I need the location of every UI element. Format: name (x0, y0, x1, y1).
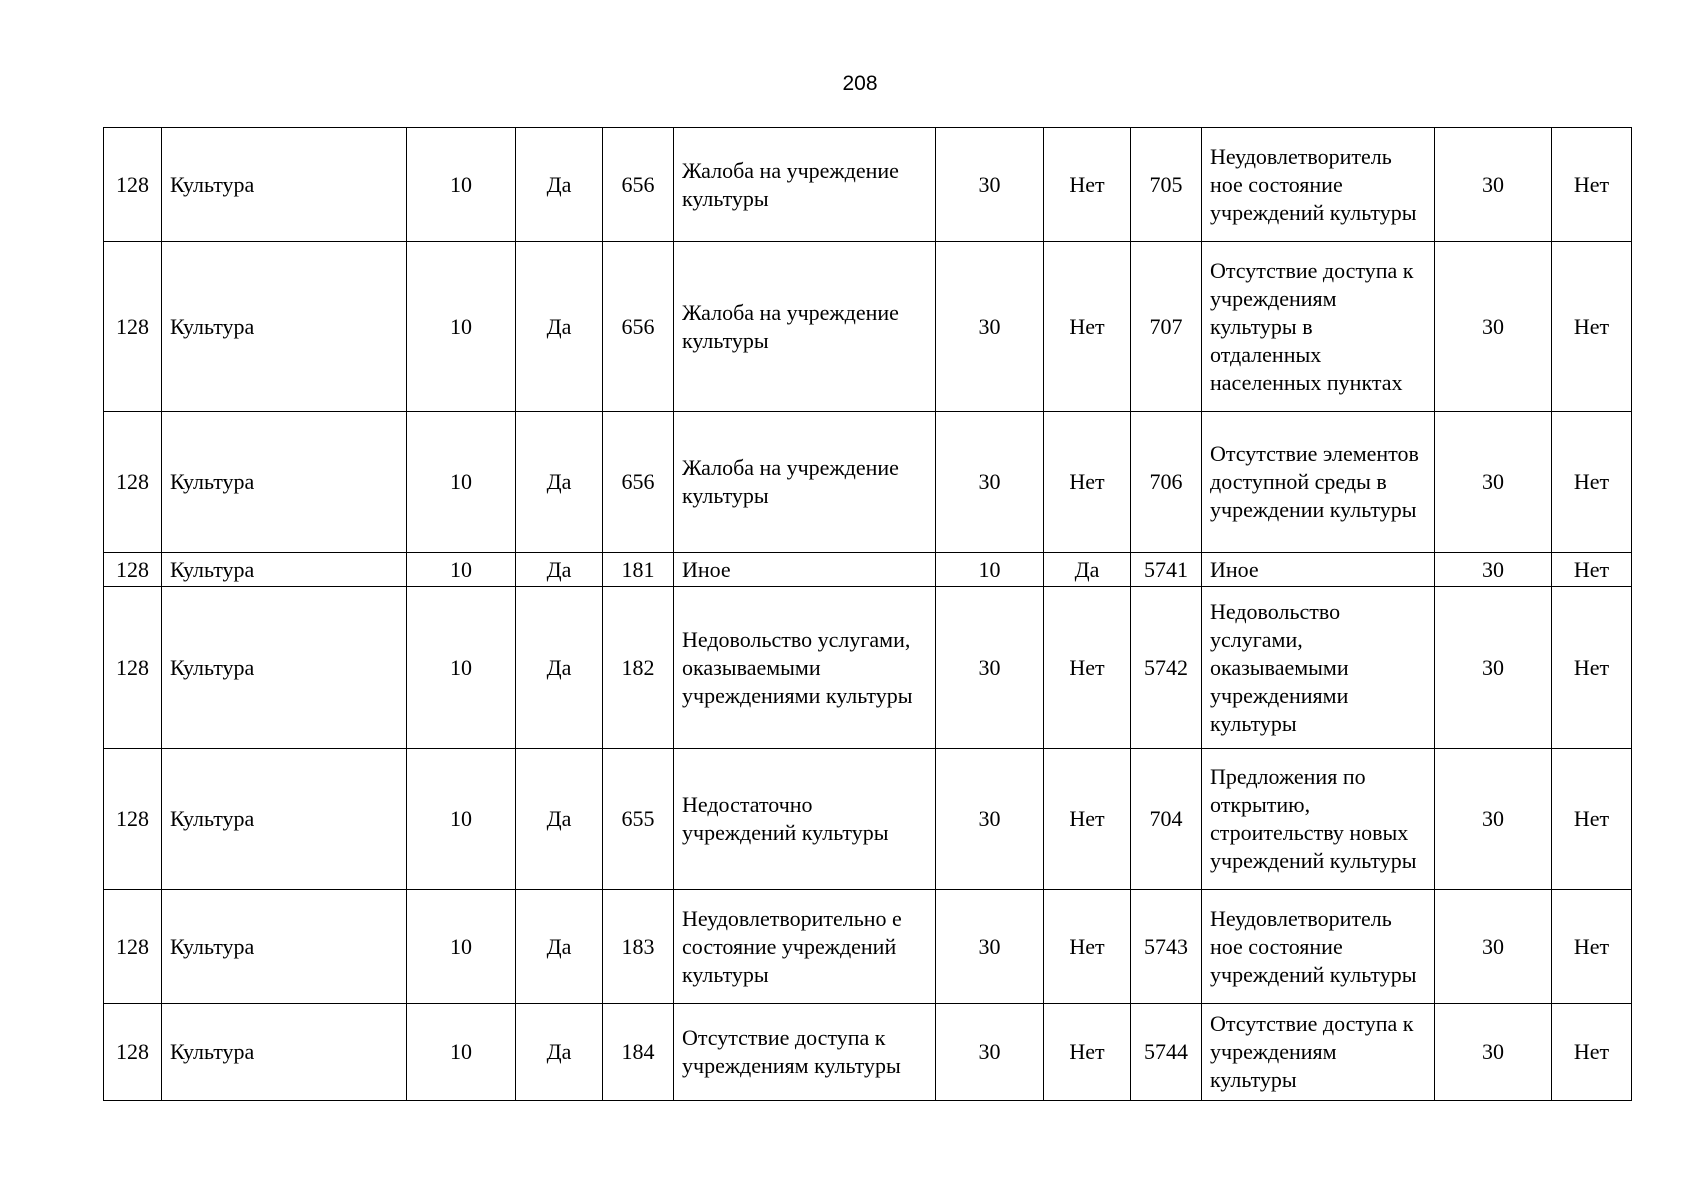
cell-id: 128 (104, 412, 162, 553)
cell-code-1: 181 (603, 553, 674, 587)
cell-value-2: 30 (936, 128, 1044, 242)
cell-flag-1: Да (516, 128, 603, 242)
topics-table (103, 127, 1632, 1101)
cell-flag-3: Нет (1552, 1004, 1632, 1101)
cell-flag-2: Нет (1044, 1004, 1131, 1101)
cell-flag-2: Нет (1044, 890, 1131, 1004)
cell-topic-1: Жалоба на учреждение культуры (674, 412, 936, 553)
cell-topic-1: Недовольство услугами, оказываемыми учреждениями культуры (674, 587, 936, 749)
cell-value-1: 10 (407, 749, 516, 890)
cell-topic-1: Неудовлетворительно е состояние учреждений культуры (674, 890, 936, 1004)
cell-value-1: 10 (407, 128, 516, 242)
cell-flag-3: Нет (1552, 587, 1632, 749)
cell-topic-2: Предложения по открытию, строительству новых учреждений культуры (1202, 749, 1435, 890)
cell-value-1: 10 (407, 412, 516, 553)
cell-flag-2: Нет (1044, 749, 1131, 890)
cell-code-1: 656 (603, 128, 674, 242)
cell-value-3: 30 (1435, 890, 1552, 1004)
cell-value-3: 30 (1435, 749, 1552, 890)
cell-code-2: 5742 (1131, 587, 1202, 749)
cell-flag-1: Да (516, 749, 603, 890)
cell-id: 128 (104, 890, 162, 1004)
cell-topic-2: Отсутствие доступа к учреждениям культуры (1202, 1004, 1435, 1101)
cell-section: Культура (162, 587, 407, 749)
cell-section: Культура (162, 128, 407, 242)
cell-section: Культура (162, 1004, 407, 1101)
table-row (104, 128, 1632, 242)
table-row (104, 553, 1632, 587)
cell-flag-1: Да (516, 412, 603, 553)
cell-id: 128 (104, 553, 162, 587)
cell-code-1: 184 (603, 1004, 674, 1101)
cell-value-1: 10 (407, 890, 516, 1004)
cell-value-2: 30 (936, 587, 1044, 749)
cell-topic-1: Жалоба на учреждение культуры (674, 242, 936, 412)
cell-value-3: 30 (1435, 128, 1552, 242)
cell-id: 128 (104, 128, 162, 242)
cell-topic-2: Иное (1202, 553, 1435, 587)
cell-code-1: 182 (603, 587, 674, 749)
cell-topic-2: Отсутствие элементов доступной среды в учреждении культуры (1202, 412, 1435, 553)
cell-topic-2: Недовольство услугами, оказываемыми учреждениями культуры (1202, 587, 1435, 749)
cell-code-2: 704 (1131, 749, 1202, 890)
cell-section: Культура (162, 242, 407, 412)
cell-value-3: 30 (1435, 242, 1552, 412)
table-row (104, 749, 1632, 890)
cell-flag-3: Нет (1552, 553, 1632, 587)
cell-flag-3: Нет (1552, 890, 1632, 1004)
cell-value-1: 10 (407, 587, 516, 749)
cell-value-1: 10 (407, 242, 516, 412)
cell-flag-1: Да (516, 587, 603, 749)
cell-flag-3: Нет (1552, 128, 1632, 242)
cell-topic-1: Иное (674, 553, 936, 587)
cell-section: Культура (162, 412, 407, 553)
cell-flag-2: Нет (1044, 587, 1131, 749)
cell-id: 128 (104, 587, 162, 749)
cell-flag-2: Да (1044, 553, 1131, 587)
cell-value-2: 30 (936, 1004, 1044, 1101)
table-row (104, 242, 1632, 412)
cell-value-2: 30 (936, 242, 1044, 412)
cell-topic-1: Недостаточно учреждений культуры (674, 749, 936, 890)
cell-flag-1: Да (516, 890, 603, 1004)
cell-code-2: 5741 (1131, 553, 1202, 587)
cell-value-2: 10 (936, 553, 1044, 587)
cell-value-2: 30 (936, 890, 1044, 1004)
cell-flag-1: Да (516, 553, 603, 587)
cell-id: 128 (104, 749, 162, 890)
cell-value-1: 10 (407, 1004, 516, 1101)
cell-flag-3: Нет (1552, 412, 1632, 553)
cell-flag-2: Нет (1044, 412, 1131, 553)
cell-section: Культура (162, 749, 407, 890)
cell-id: 128 (104, 242, 162, 412)
cell-code-2: 707 (1131, 242, 1202, 412)
table-body (104, 128, 1632, 1101)
cell-flag-1: Да (516, 1004, 603, 1101)
cell-topic-1: Отсутствие доступа к учреждениям культуры (674, 1004, 936, 1101)
cell-value-1: 10 (407, 553, 516, 587)
cell-section: Культура (162, 553, 407, 587)
cell-code-2: 5744 (1131, 1004, 1202, 1101)
cell-flag-3: Нет (1552, 749, 1632, 890)
cell-value-3: 30 (1435, 587, 1552, 749)
cell-code-2: 706 (1131, 412, 1202, 553)
cell-code-1: 656 (603, 242, 674, 412)
cell-value-3: 30 (1435, 1004, 1552, 1101)
cell-value-3: 30 (1435, 553, 1552, 587)
cell-topic-2: Неудовлетворитель ное состояние учреждений культуры (1202, 128, 1435, 242)
cell-value-2: 30 (936, 412, 1044, 553)
table-row (104, 412, 1632, 553)
cell-flag-3: Нет (1552, 242, 1632, 412)
cell-value-3: 30 (1435, 412, 1552, 553)
cell-topic-2: Отсутствие доступа к учреждениям культуры в отдаленных населенных пунктах (1202, 242, 1435, 412)
table-row (104, 890, 1632, 1004)
cell-code-2: 705 (1131, 128, 1202, 242)
cell-flag-1: Да (516, 242, 603, 412)
cell-flag-2: Нет (1044, 242, 1131, 412)
cell-code-1: 183 (603, 890, 674, 1004)
page-number: 208 (842, 72, 878, 95)
cell-value-2: 30 (936, 749, 1044, 890)
table-row (104, 1004, 1632, 1101)
cell-id: 128 (104, 1004, 162, 1101)
cell-code-1: 655 (603, 749, 674, 890)
cell-section: Культура (162, 890, 407, 1004)
cell-flag-2: Нет (1044, 128, 1131, 242)
cell-code-2: 5743 (1131, 890, 1202, 1004)
cell-topic-2: Неудовлетворитель ное состояние учреждений культуры (1202, 890, 1435, 1004)
cell-topic-1: Жалоба на учреждение культуры (674, 128, 936, 242)
cell-code-1: 656 (603, 412, 674, 553)
table-row (104, 587, 1632, 749)
